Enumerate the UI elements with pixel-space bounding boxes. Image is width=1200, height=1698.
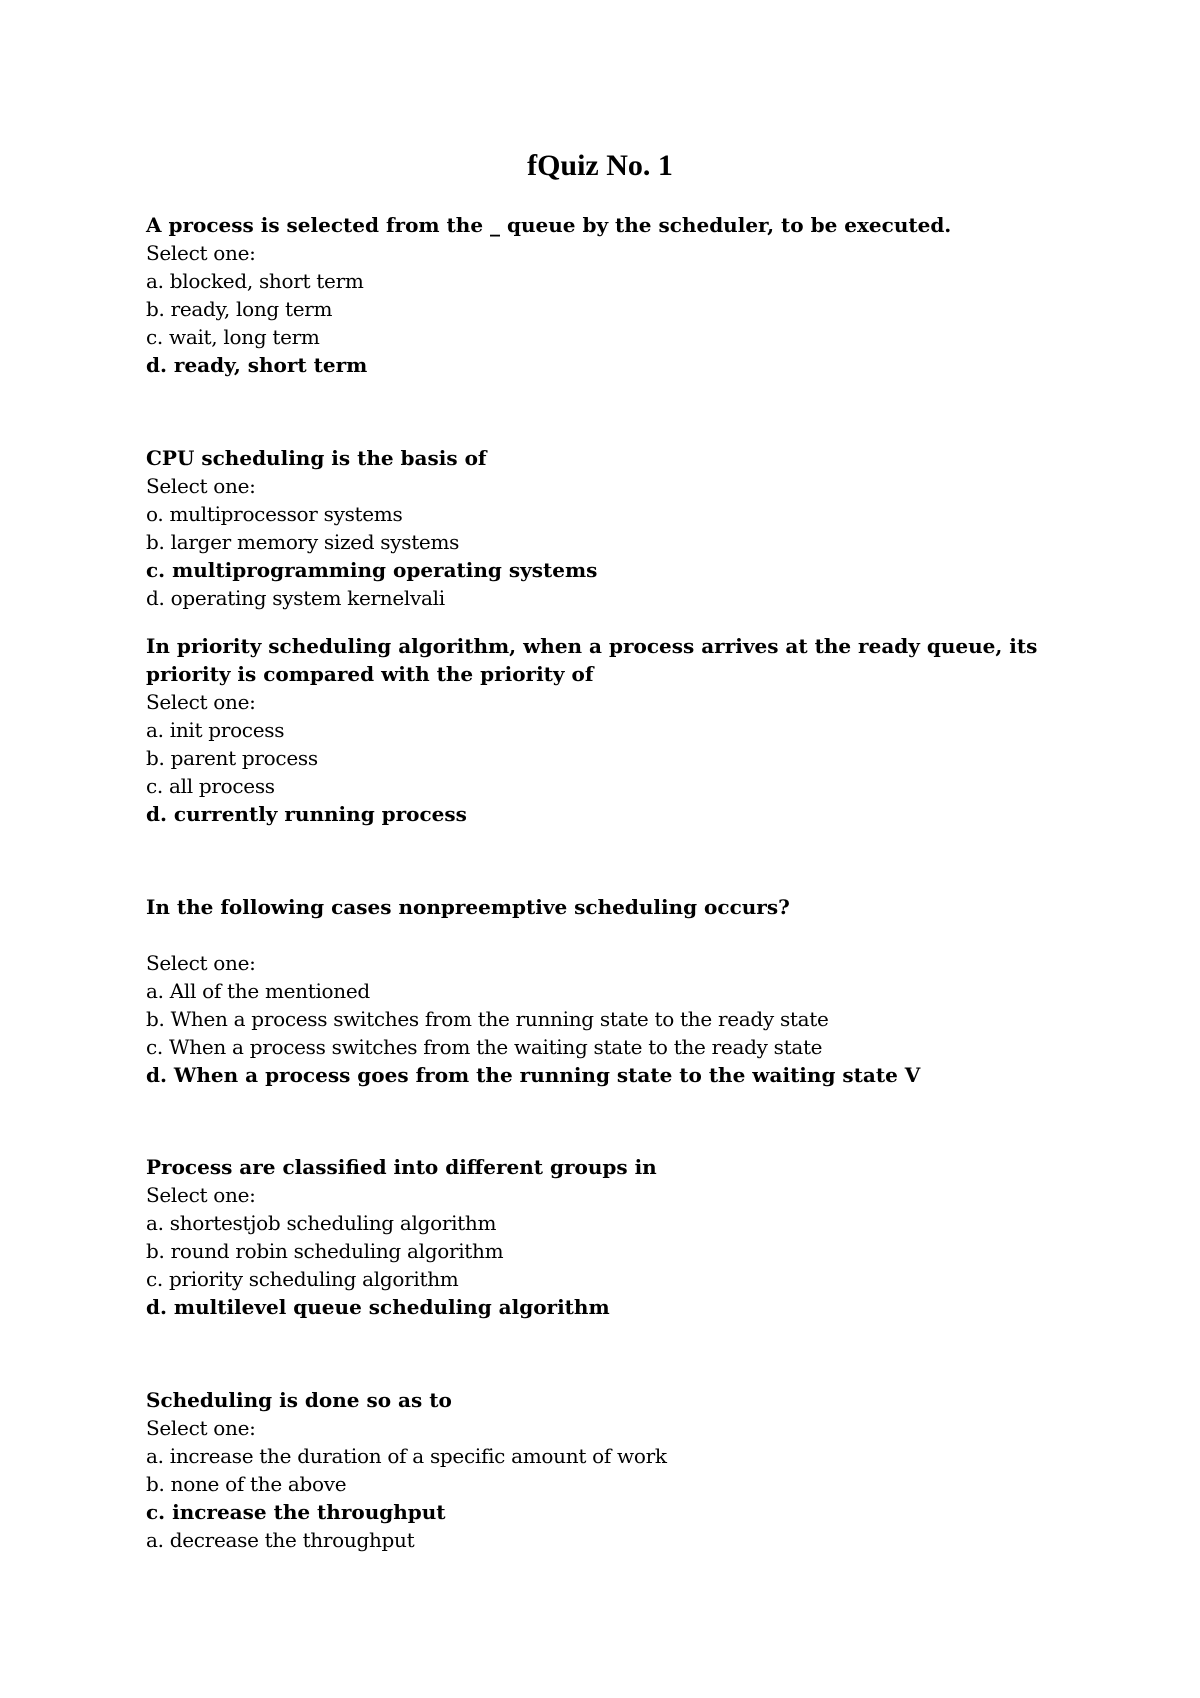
question-text: Process are classified into different groups in (146, 1155, 657, 1179)
correct-answer-option: d. currently running process (146, 802, 467, 826)
question-block (146, 444, 1086, 612)
answer-option: a. blocked, short term (146, 269, 364, 293)
answer-option: b. ready, long term (146, 297, 333, 321)
answer-option: a. All of the mentioned (146, 979, 370, 1003)
select-one-prompt: Select one: (146, 241, 256, 265)
answer-option: a. decrease the throughput (146, 1528, 415, 1552)
correct-answer-option: d. multilevel queue scheduling algorithm (146, 1295, 610, 1319)
answer-option: b. larger memory sized systems (146, 530, 460, 554)
correct-answer-option: c. multiprogramming operating systems (146, 558, 598, 582)
question-text: In the following cases nonpreemptive scheduling occurs? (146, 895, 790, 919)
select-one-prompt: Select one: (146, 474, 256, 498)
question-block (146, 893, 1086, 1089)
select-one-prompt: Select one: (146, 951, 256, 975)
answer-option: c. wait, long term (146, 325, 320, 349)
answer-option: b. parent process (146, 746, 318, 770)
answer-option: b. none of the above (146, 1472, 347, 1496)
correct-answer-option: d. ready, short term (146, 353, 368, 377)
answer-option: a. shortestjob scheduling algorithm (146, 1211, 497, 1235)
page-title: fQuiz No. 1 (527, 149, 673, 182)
correct-answer-option: c. increase the throughput (146, 1500, 446, 1524)
question-text: In priority scheduling algorithm, when a process arrives at the ready queue, its priority is compared with the priority of (146, 634, 1038, 686)
question-text: CPU scheduling is the basis of (146, 446, 487, 470)
spacer (146, 921, 1086, 949)
question-block (146, 1386, 1086, 1554)
answer-option: a. init process (146, 718, 285, 742)
answer-option: c. all process (146, 774, 275, 798)
select-one-prompt: Select one: (146, 690, 256, 714)
question-text: A process is selected from the _ queue by the scheduler, to be executed. (146, 213, 952, 237)
correct-answer-option: d. When a process goes from the running state to the waiting state V (146, 1063, 921, 1087)
select-one-prompt: Select one: (146, 1183, 256, 1207)
answer-option: d. operating system kernelvali (146, 586, 445, 610)
select-one-prompt: Select one: (146, 1416, 256, 1440)
answer-option: c. When a process switches from the waiting state to the ready state (146, 1035, 823, 1059)
answer-option: a. increase the duration of a specific amount of work (146, 1444, 667, 1468)
answer-option: b. When a process switches from the running state to the ready state (146, 1007, 829, 1031)
question-block (146, 632, 1086, 828)
answer-option: c. priority scheduling algorithm (146, 1267, 459, 1291)
question-block (146, 1153, 1086, 1321)
answer-option: o. multiprocessor systems (146, 502, 403, 526)
answer-option: b. round robin scheduling algorithm (146, 1239, 504, 1263)
question-block (146, 211, 1086, 379)
question-text: Scheduling is done so as to (146, 1388, 452, 1412)
